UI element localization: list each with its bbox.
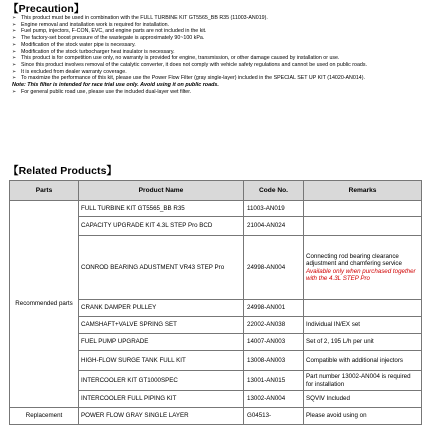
bullet-arrow-icon: ➢ (12, 15, 17, 21)
precaution-item: ➢ The factory-set boost pressure of the wastegate is approximately 90~100 kPa. (12, 35, 205, 42)
precaution-item: ➢ Since this product involves removal of the catalytic converter, it does not comply with vehicle safety regulations and cannot be used on public roads. (12, 61, 367, 68)
header-code-no: Code No. (244, 181, 304, 201)
bullet-arrow-icon: ➢ (12, 41, 17, 48)
related-products-heading: 【Related Products】 (8, 165, 118, 177)
table-row (10, 201, 422, 217)
bullet-arrow-icon: ➢ (12, 68, 17, 75)
remarks-cell: SQVⅣ Included (304, 391, 422, 408)
precaution-item: ➢ Engine removal and installation work is required for installation. (12, 21, 170, 28)
product-name-cell: CAPACITY UPGRADE KIT 4.3L STEP Pro BCD (79, 217, 244, 236)
product-name-cell: HIGH-FLOW SURGE TANK FULL KIT (79, 351, 244, 371)
bullet-arrow-icon: ➢ (12, 88, 17, 95)
product-name-cell: POWER FLOW GRAY SINGLE LAYER (79, 408, 244, 425)
code-cell: 14007-AN003 (244, 334, 304, 351)
table-row (10, 408, 422, 425)
precaution-item: ➢ Modification of the stock turbocharger heat insulator is necessary. (12, 48, 175, 55)
precaution-item: ➢ Fuel pump, injectors, F-CON, EVC, and engine parts are not included in the kit. (12, 28, 207, 35)
product-name-cell: CRANK DAMPER PULLEY (79, 300, 244, 317)
header-parts: Parts (10, 181, 79, 201)
precaution-item: ➢ This product is for competition use only, no warranty is provided for engine, transmission, or other damage caused by installation or use. (12, 55, 340, 62)
product-name-cell: CONROD BEARING ADUSTMENT VR43 STEP Pro (79, 236, 244, 300)
code-cell: 24998-AN001 (244, 300, 304, 317)
code-cell: 13001-AN015 (244, 371, 304, 391)
filter-note: Note: This filter is intended for race trial use only. Avoid using it on public roads. (12, 82, 219, 89)
code-cell: 13002-AN004 (244, 391, 304, 408)
bullet-arrow-icon: ➢ (12, 48, 17, 55)
remarks-cell (304, 201, 422, 217)
precaution-item: ➢ Modification of the stock water pipe is necessary. (12, 41, 136, 48)
product-name-cell: FUEL PUMP UPGRADE (79, 334, 244, 351)
code-cell: 13008-AN003 (244, 351, 304, 371)
precaution-heading: 【Precaution】 (8, 3, 85, 15)
precaution-item: ➢ For general public road use, please use the included dual-layer wet filter. (12, 88, 192, 95)
bullet-arrow-icon: ➢ (12, 28, 17, 35)
remarks-cell (304, 300, 422, 317)
related-products-table (9, 180, 422, 425)
code-cell: 24998-AN004 (244, 236, 304, 300)
code-cell: 11003-AN019 (244, 201, 304, 217)
bullet-arrow-icon: ➢ (12, 55, 17, 62)
product-name-cell: FULL TURBINE KIT GT5565_BB R35 (79, 201, 244, 217)
table-header-row (10, 181, 422, 201)
precaution-list (12, 15, 426, 95)
code-cell: G04513- (244, 408, 304, 425)
product-name-cell: INTERCOOLER KIT GT1000SPEC (79, 371, 244, 391)
remarks-cell: Compatible with additional injectors (304, 351, 422, 371)
code-cell: 22002-AN038 (244, 317, 304, 334)
precaution-item: ➢ To maximize the performance of this kit, please use the Power Flow Filter (gray single-layer) included in the SPECIAL SET UP KIT (14020-AN014). (12, 75, 365, 82)
remarks-cell: Set of 2, 195 L/h per unit (304, 334, 422, 351)
remark-availability-note: Available only when purchased together with the 4.3L STEP Pro (306, 267, 416, 282)
remarks-cell (304, 217, 422, 236)
code-cell: 21004-AN024 (244, 217, 304, 236)
remarks-cell: Individual IN/EX set (304, 317, 422, 334)
product-name-cell: CAMSHAFT+VALVE SPRING SET (79, 317, 244, 334)
precaution-item: ➢ This product must be used in combination with the FULL TURBINE KIT GT5565_BB R35 (11003-AN019). (12, 15, 268, 21)
bullet-arrow-icon: ➢ (12, 21, 17, 28)
header-remarks: Remarks (304, 181, 422, 201)
bullet-arrow-icon: ➢ (12, 75, 17, 82)
bullet-arrow-icon: ➢ (12, 61, 17, 68)
remark-text: Connecting rod bearing clearance adjustment and chamfering service (306, 253, 402, 268)
product-name-cell: INTERCOOLER FULL PIPING KIT (79, 391, 244, 408)
remarks-cell: Part number 13002-AN004 is required for installation (304, 371, 422, 391)
category-cell-replacement: Replacement (10, 408, 79, 425)
category-cell-recommended: Recommended parts (10, 201, 79, 408)
bullet-arrow-icon: ➢ (12, 35, 17, 42)
header-product-name: Product Name (79, 181, 244, 201)
remarks-cell: Please avoid using on (304, 408, 422, 425)
remarks-cell (304, 236, 422, 300)
precaution-item: ➢ It is excluded from dealer warranty coverage. (12, 68, 127, 75)
